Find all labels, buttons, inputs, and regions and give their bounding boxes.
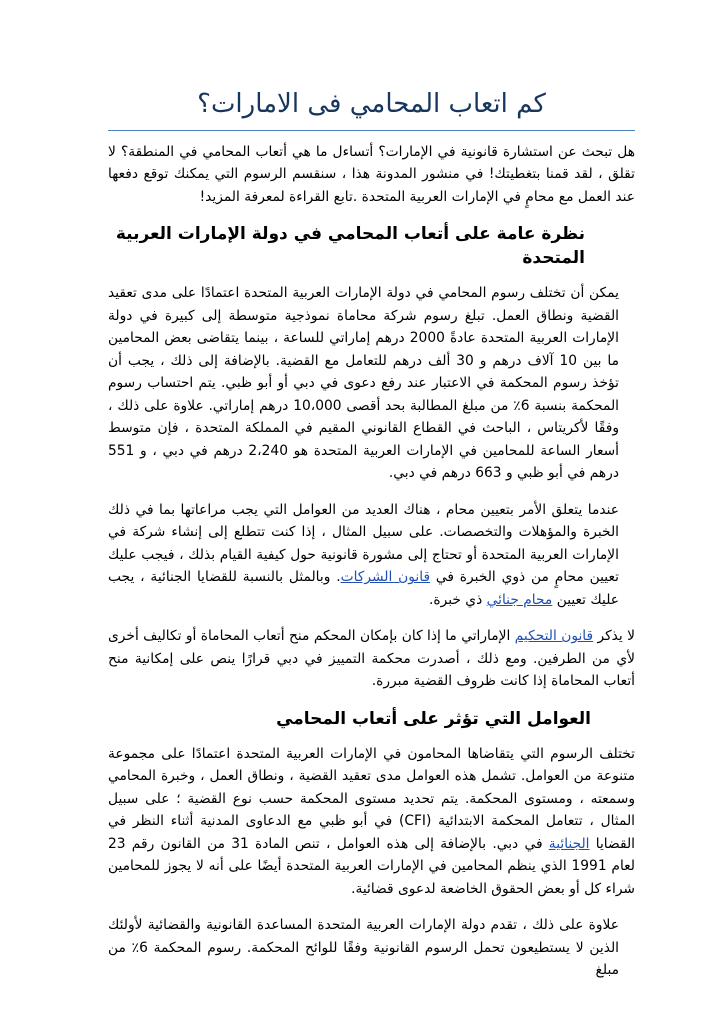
text-run: لا يذكر [593,628,636,645]
overview-paragraph-hiring [108,499,635,612]
text-run: تختلف الرسوم التي يتقاضاها المحامون في الإمارات العربية المتحدة اعتمادًا على مجموعة متنوعة من العوامل. تشمل هذه العوامل مدى تعقيد القضية ، ونطاق العمل ، وخبرة المحامي وسمعته ، ومستوى المحكمة. يتم تحديد مستوى المحكمة حسب نوع القضية ؛ على سبيل المثال ، تتعامل المحكمة الابتدائية (CFI) في أبو ظبي مع الدعاوى المدنية أثناء النظر في القضايا [108,745,635,852]
legal-aid-paragraph: علاوة على ذلك ، تقدم دولة الإمارات العربية المتحدة المساعدة القانونية والقضائية لأولئك الذين لا يستطيعون تحمل الرسوم القانونية وفقًا للوائح المحكمة. رسوم المحكمة 6٪ من مبلغ [108,917,619,979]
page-title: كم اتعاب المحامي فى الامارات؟ [108,88,635,131]
corporate-law-link[interactable]: قانون الشركات [340,569,431,586]
section-heading-factors: العوامل التي تؤثر على أتعاب المحامي [276,708,591,729]
section-heading-overview: نظرة عامة على أتعاب المحامي في دولة الإمارات العربية المتحدة [115,224,585,269]
text-run: في دبي. بالإضافة إلى هذه العوامل ، تنص المادة 31 من القانون رقم 23 لعام 1991 الذي ينظم المحامين في الإمارات العربية المتحدة أيضًا على أنه لا يجوز للمحامين شراء كل أو بعض الحقوق الخاضعة لدعوى قضائية. [108,835,636,897]
arbitration-law-link[interactable]: قانون التحكيم [514,628,594,645]
text-run: ذي خبرة. [429,591,487,608]
criminal-link[interactable]: الجنائية [548,835,590,852]
text-run: عندما يتعلق الأمر بتعيين محام ، هناك العديد من العوامل التي يجب مراعاتها بما في ذلك الخبرة والمؤهلات والتخصصات. على سبيل المثال ، إذا كنت تتطلع إلى إنشاء شركة في الإمارات العربية المتحدة أو تحتاج إلى مشورة قانونية حول كيفية القيام بذلك ، فيجب عليك تعيين محامٍ من ذوي الخبرة في [108,501,619,586]
text-run: الإماراتي ما إذا كان بإمكان المحكم منح أتعاب المحاماة أو تكاليف أخرى لأي من الطرفين. ومع ذلك ، أصدرت محكمة التمييز في دبي قرارًا ينص على إمكانية منح أتعاب المحاماة إذا كانت ظروف القضية مبررة. [108,628,635,690]
overview-paragraph-arbitration [108,625,635,693]
text-run: . وبالمثل بالنسبة للقضايا الجنائية ، يجب عليك تعيين [108,569,619,608]
factors-paragraph [108,743,635,901]
criminal-lawyer-link[interactable]: محام جنائي [486,591,553,608]
overview-paragraph-fees: يمكن أن تختلف رسوم المحامي في دولة الإمارات العربية المتحدة اعتمادًا على مدى تعقيد القضية ونطاق العمل. تبلغ رسوم شركة محاماة نموذجية متوسطة إلى كبيرة في دولة الإمارات العربية المتحدة عادةً 2000 درهم إماراتي للساعة ، بينما يتقاضى بعض المحامين ما بين 10 آلاف درهم و 30 ألف درهم للتعامل مع القضية. بالإضافة إلى ذلك ، يجب أن تؤخذ رسوم المحكمة في الاعتبار عند رفع دعوى في دبي أو أبو ظبي. يتم احتساب رسوم المحكمة بنسبة 6٪ من مبلغ المطالبة بحد أقصى 10،000 درهم إماراتي. علاوة على ذلك ، وفقًا لأكريتاس ، الباحث في القطاع القانوني المقيم في المملكة المتحدة ، فإن متوسط أسعار الساعة للمحامين في الإمارات العربية المتحدة هو 2،240 درهم في دبي ، و 551 درهم في أبو ظبي و 663 درهم في دبي. [108,285,620,482]
intro-paragraph: هل تبحث عن استشارة قانونية في الإمارات؟ أتساءل ما هي أتعاب المحامي في المنطقة؟ لا تقلق ، لقد قمنا بتغطيتك! في منشور المدونة هذا ، سنقسم الرسوم التي يمكنك توقع دفعها عند العمل مع محامٍ في الإمارات العربية المتحدة .تابع القراءة لمعرفة المزيد! [108,143,635,205]
